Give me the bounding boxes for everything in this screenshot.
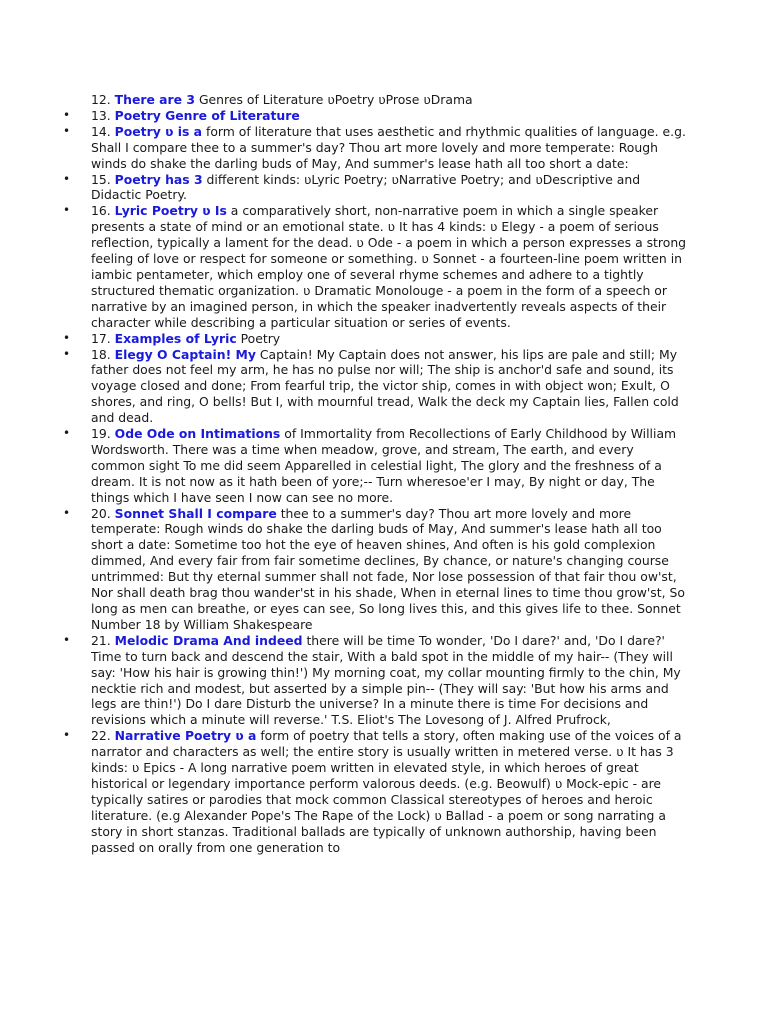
entry-19 [63,426,689,506]
entry-number: 18. [91,346,111,362]
entry-21 [63,632,689,728]
entry-number: 22. [91,728,111,744]
bullet: • [63,632,71,647]
entry-text: Poetry [240,330,281,346]
document-page [63,92,689,856]
entry-14 [63,123,689,172]
entry-text: different kinds: ʋLyric Poetry; ʋNarrative Poetry; and ʋDescriptive and Didactic Poetry. [91,171,641,203]
bullet: • [63,203,71,218]
entry-heading: Poetry has 3 [114,171,203,187]
entry-number: 12. [91,92,111,107]
entry-heading: Elegy O Captain! My [114,346,256,362]
entry-text: form of literature that uses aesthetic and rhythmic qualities of language. e.g. Shall I compare thee to a summer's day? Thou art more lovely and more temperate: Rough winds do shake the darling buds of May, And summer's lease hath all too short a date: [91,123,686,171]
entry-number: 14. [91,123,111,139]
entry-text: thee to a summer's day? Thou art more lovely and more temperate: Rough winds do shake the darling buds of May, And summer's lease hath all too short a date: Sometime too hot the eye of heaven shines, And often is his gold complexion dimmed, And every fair from fair sometime declines, By chance, or nature's changing course untrimmed: But thy eternal summer shall not fade, Nor lose possession of that fair thou ow'st, Nor shall death brag thou wander'st in his shade, When in eternal lines to time thou grow'st, So long as men can breathe, or eyes can see, So long lives this, and this gives life to thee. Sonnet Number 18 by William Shakespeare [91,505,685,632]
entry-12 [91,92,689,108]
entry-number: 15. [91,171,111,187]
entry-17 [63,330,689,347]
entry-number: 17. [91,330,111,346]
entry-heading: Melodic Drama And indeed [114,632,303,648]
entry-15 [63,171,689,204]
entry-heading: Poetry Genre of Literature [114,107,300,123]
bullet: • [63,171,71,186]
entry-heading: Examples of Lyric [114,330,237,346]
entry-heading: Poetry ʋ is a [114,123,203,139]
entry-22 [63,728,689,855]
entry-number: 19. [91,426,111,442]
bullet: • [63,107,71,122]
bullet: • [63,728,71,743]
entry-13 [63,107,689,124]
entry-number: 21. [91,632,111,648]
bullet: • [63,426,71,441]
entry-text: of Immortality from Recollections of Early Childhood by William Wordsworth. There was a time when meadow, grove, and stream, The earth, and every common sight To me did seem Apparelled in celestial light, The glory and the freshness of a dream. It is not now as it hath been of yore;-- Turn wheresoe'er I may, By night or day, The things which I have seen I now can see no more. [91,426,677,505]
entry-text: form of poetry that tells a story, often making use of the voices of a narrator and characters as well; the entire story is usually written in metered verse. ʋ It has 3 kinds: ʋ Epics - A long narrative poem written in elevated style, in which heroes of great historical or legendary importance perform valorous deeds. (e.g. Beowulf) ʋ Mock-epic - are typically satires or parodies that mock common Classical stereotypes of heroes and heroic literature. (e.g Alexander Pope's The Rape of the Lock) ʋ Ballad - a poem or song narrating a story in short stanzas. Traditional ballads are typically of unknown authorship, having been passed on orally from one generation to [91,728,682,855]
entry-number: 16. [91,203,111,219]
entry-heading: Ode Ode on Intimations [114,426,281,442]
entry-number: 20. [91,505,111,521]
entry-heading: Sonnet Shall I compare [114,505,277,521]
bullet: • [63,505,71,520]
entry-heading: There are 3 [114,92,195,107]
entry-text: Captain! My Captain does not answer, his lips are pale and still; My father does not feel my arm, he has no pulse nor will; The ship is anchor'd safe and sound, its voyage closed and done; From fearful trip, the victor ship, comes in with object won; Exult, O shores, and ring, O bells! But I, with mournful tread, Walk the deck my Captain lies, Fallen cold and dead. [91,346,679,426]
entry-text: Genres of Literature ʋPoetry ʋProse ʋDrama [198,92,473,107]
entry-16 [63,203,689,330]
entry-20 [63,505,689,633]
entry-heading: Narrative Poetry ʋ a [114,728,257,744]
entry-heading: Lyric Poetry ʋ Is [114,203,227,219]
bullet: • [63,346,71,361]
entry-text: there will be time To wonder, 'Do I dare?' and, 'Do I dare?' Time to turn back and descend the stair, With a bald spot in the middle of my hair-- (They will say: 'How his hair is growing thin!') My morning coat, my collar mounting firmly to the chin, My necktie rich and modest, but asserted by a simple pin-- (They will say: 'But how his arms and legs are thin!') Do I dare Disturb the universe? In a minute there is time For decisions and revisions which a minute will reverse.' T.S. Eliot's The Lovesong of J. Alfred Prufrock, [91,632,681,728]
entry-number: 13. [91,107,111,123]
entry-18 [63,346,689,427]
entry-text: a comparatively short, non-narrative poem in which a single speaker presents a state of mind or an emotional state. ʋ It has 4 kinds: ʋ Elegy - a poem of serious reflection, typically a lament for the dead. ʋ Ode - a poem in which a person expresses a strong feeling of love or respect for someone or something. ʋ Sonnet - a fourteen-line poem written in iambic pentameter, which employ one of several rhyme schemes and adhere to a tightly structured thematic organization. ʋ Dramatic Monolouge - a poem in the form of a speech or narrative by an imagined person, in which the speaker inadvertently reveals aspects of their character while describing a particular situation or series of events. [91,203,687,330]
bullet: • [63,123,71,138]
bullet: • [63,330,71,345]
